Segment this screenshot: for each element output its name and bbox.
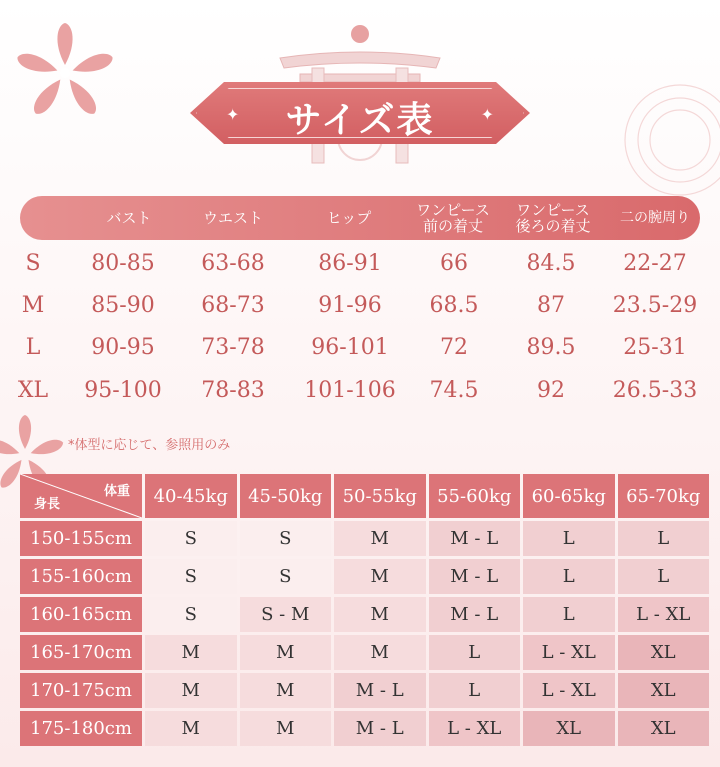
size-cell: S bbox=[145, 559, 237, 594]
size-cell: L bbox=[618, 521, 710, 556]
size-cell: L - XL bbox=[523, 635, 615, 670]
sparkle-icon: ✦ bbox=[226, 105, 240, 124]
height-header: 160-165cm bbox=[20, 597, 142, 632]
measurement-cell: 66 bbox=[440, 250, 468, 276]
measurement-cell: 22-27 bbox=[623, 250, 687, 276]
measurement-cell: 86-91 bbox=[318, 250, 382, 276]
size-cell: L bbox=[429, 673, 521, 708]
size-cell: M - L bbox=[334, 673, 426, 708]
size-cell: XL bbox=[523, 711, 615, 746]
size-label: M bbox=[21, 292, 45, 318]
height-header: 170-175cm bbox=[20, 673, 142, 708]
size-cell: M bbox=[145, 673, 237, 708]
measurement-row bbox=[0, 326, 720, 368]
size-cell: M bbox=[334, 521, 426, 556]
measurement-cell: 95-100 bbox=[84, 377, 162, 403]
weight-axis-label: 体重 bbox=[103, 484, 130, 499]
measurement-cell: 87 bbox=[537, 292, 565, 318]
measurement-cell: 101-106 bbox=[304, 377, 396, 403]
size-cell: M bbox=[240, 635, 332, 670]
size-cell: L - XL bbox=[618, 597, 710, 632]
measurement-cell: 68.5 bbox=[429, 292, 479, 318]
weight-header: 60-65kg bbox=[523, 474, 615, 518]
size-cell: S bbox=[240, 521, 332, 556]
measurement-cell: 63-68 bbox=[201, 250, 265, 276]
column-header: バスト bbox=[106, 209, 152, 227]
column-header: 二の腕周り bbox=[620, 210, 690, 226]
measurement-cell: 84.5 bbox=[526, 250, 576, 276]
size-cell: S bbox=[240, 559, 332, 594]
size-cell: L bbox=[523, 521, 615, 556]
height-header: 175-180cm bbox=[20, 711, 142, 746]
weight-header: 50-55kg bbox=[334, 474, 426, 518]
height-header: 155-160cm bbox=[20, 559, 142, 594]
size-cell: XL bbox=[618, 635, 710, 670]
measurement-cell: 73-78 bbox=[201, 334, 265, 360]
measurement-cell: 89.5 bbox=[526, 334, 576, 360]
size-cell: M - L bbox=[429, 597, 521, 632]
note-text: *体型に応じて、参照用のみ bbox=[68, 438, 231, 453]
measurement-cell: 90-95 bbox=[91, 334, 155, 360]
size-label: S bbox=[25, 250, 41, 276]
size-cell: M bbox=[145, 635, 237, 670]
size-cell: L bbox=[523, 597, 615, 632]
header bbox=[0, 0, 720, 190]
size-cell: M bbox=[145, 711, 237, 746]
measurement-header bbox=[20, 196, 700, 240]
page-title: サイズ表 bbox=[285, 100, 435, 141]
size-cell: L - XL bbox=[429, 711, 521, 746]
sparkle-icon: ✦ bbox=[480, 105, 494, 124]
size-cell: XL bbox=[618, 711, 710, 746]
column-header: ヒップ bbox=[326, 209, 372, 227]
corner-header bbox=[20, 474, 142, 518]
title-banner bbox=[190, 82, 530, 144]
weight-header: 55-60kg bbox=[429, 474, 521, 518]
measurement-cell: 85-90 bbox=[91, 292, 155, 318]
column-header: ワンピース 後ろの着丈 bbox=[515, 201, 591, 235]
size-cell: M - L bbox=[429, 521, 521, 556]
height-header: 165-170cm bbox=[20, 635, 142, 670]
measurement-cell: 78-83 bbox=[201, 377, 265, 403]
measurement-cell: 26.5-33 bbox=[612, 377, 698, 403]
measurement-row bbox=[0, 369, 720, 411]
size-cell: L bbox=[523, 559, 615, 594]
size-cell: M bbox=[240, 673, 332, 708]
measurement-cell: 96-101 bbox=[311, 334, 389, 360]
size-cell: S - M bbox=[240, 597, 332, 632]
size-cell: XL bbox=[618, 673, 710, 708]
column-header: ウエスト bbox=[202, 209, 263, 227]
size-cell: M bbox=[334, 635, 426, 670]
size-cell: M - L bbox=[334, 711, 426, 746]
weight-header: 45-50kg bbox=[240, 474, 332, 518]
height-axis-label: 身長 bbox=[34, 497, 61, 512]
measurement-row bbox=[0, 242, 720, 284]
measurement-cell: 72 bbox=[440, 334, 468, 360]
size-cell: S bbox=[145, 521, 237, 556]
measurement-cell: 92 bbox=[537, 377, 565, 403]
size-cell: M - L bbox=[429, 559, 521, 594]
size-cell: M bbox=[334, 597, 426, 632]
measurement-row bbox=[0, 284, 720, 326]
measurement-cell: 80-85 bbox=[91, 250, 155, 276]
size-label: L bbox=[25, 334, 41, 360]
size-cell: L bbox=[618, 559, 710, 594]
weight-header: 40-45kg bbox=[145, 474, 237, 518]
size-label: XL bbox=[17, 377, 49, 403]
size-cell: L bbox=[429, 635, 521, 670]
column-header: ワンピース 前の着丈 bbox=[416, 201, 490, 235]
measurement-cell: 23.5-29 bbox=[612, 292, 698, 318]
weight-header: 65-70kg bbox=[618, 474, 710, 518]
measurement-cell: 68-73 bbox=[201, 292, 265, 318]
size-cell: S bbox=[145, 597, 237, 632]
height-header: 150-155cm bbox=[20, 521, 142, 556]
size-cell: M bbox=[334, 559, 426, 594]
measurement-cell: 91-96 bbox=[318, 292, 382, 318]
size-cell: L - XL bbox=[523, 673, 615, 708]
measurement-cell: 74.5 bbox=[429, 377, 479, 403]
measurement-cell: 25-31 bbox=[623, 334, 687, 360]
size-cell: M bbox=[240, 711, 332, 746]
